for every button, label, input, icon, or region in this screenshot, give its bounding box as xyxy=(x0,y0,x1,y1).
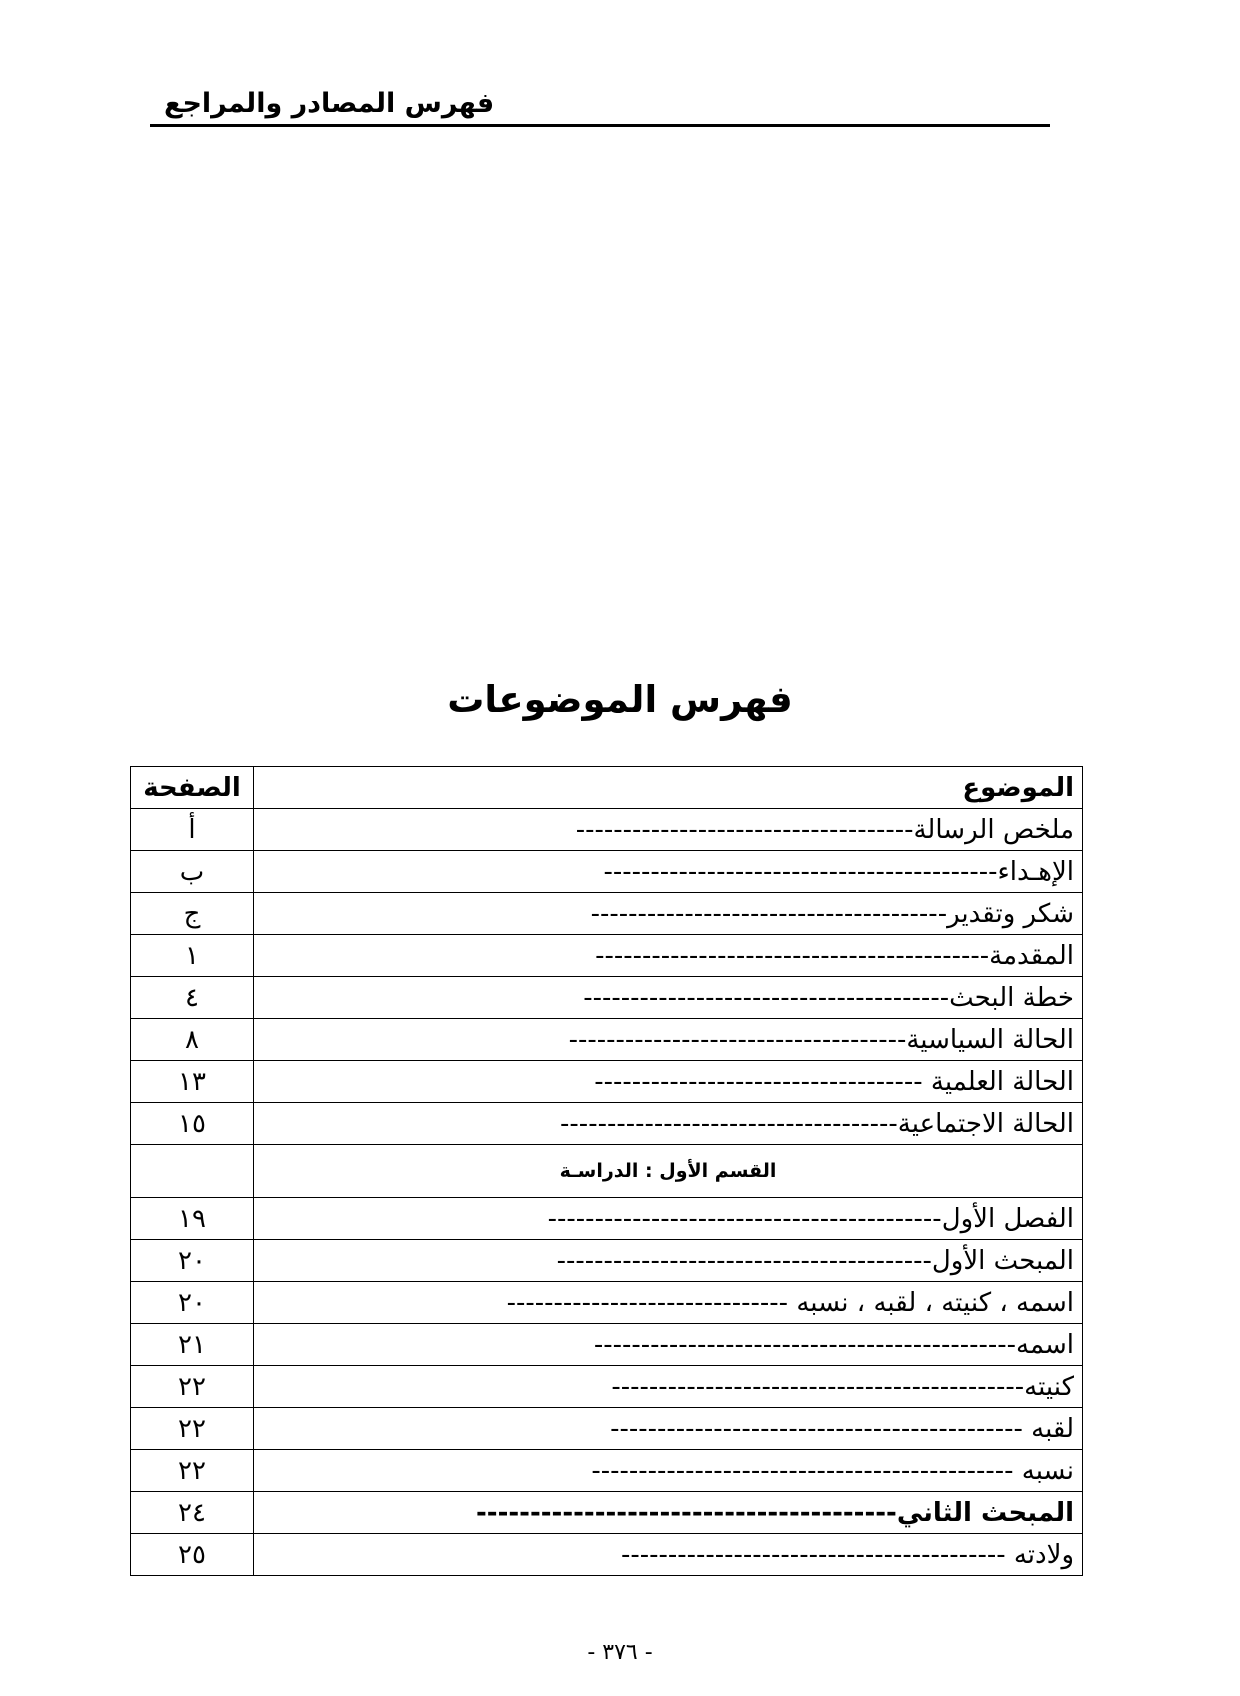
toc-entry-topic: خطة البحث--------------------------------------- xyxy=(254,977,1083,1019)
toc-entry-topic: الحالة السياسية------------------------------------ xyxy=(254,1019,1083,1061)
toc-row xyxy=(131,851,1083,893)
toc-row xyxy=(131,1408,1083,1450)
toc-title: فهرس الموضوعات xyxy=(447,678,793,721)
toc-entry-topic: شكر وتقدير-------------------------------------- xyxy=(254,893,1083,935)
toc-entry-topic: ملخص الرسالة------------------------------------ xyxy=(254,809,1083,851)
toc-entry-page: ب xyxy=(131,851,254,893)
section-heading-row xyxy=(131,1145,1083,1198)
toc-entry-topic: اسمه ، كنيته ، لقبه ، نسبه ------------------------------ xyxy=(254,1282,1083,1324)
toc-entry-page: ٢٢ xyxy=(131,1366,254,1408)
toc-entry-page: ١ xyxy=(131,935,254,977)
toc-row xyxy=(131,935,1083,977)
page-number: - ٣٧٦ - xyxy=(587,1640,653,1665)
toc-row xyxy=(131,1450,1083,1492)
toc-row xyxy=(131,1366,1083,1408)
toc-entry-page: ١٥ xyxy=(131,1103,254,1145)
section-heading: القسم الأول : الدراسـة xyxy=(254,1145,1083,1198)
toc-entry-topic: الإهـداء------------------------------------------ xyxy=(254,851,1083,893)
column-header-topic: الموضوع xyxy=(254,767,1083,809)
running-header-title: فهرس المصادر والمراجع xyxy=(164,88,495,119)
toc-entry-topic: المبحث الثاني--------------------------------------- xyxy=(254,1492,1083,1534)
column-header-page: الصفحة xyxy=(131,767,254,809)
toc-row xyxy=(131,1061,1083,1103)
toc-entry-page: ٢٢ xyxy=(131,1450,254,1492)
toc-row xyxy=(131,977,1083,1019)
toc-entry-topic: الفصل الأول------------------------------------------ xyxy=(254,1198,1083,1240)
page-header xyxy=(150,86,1050,128)
toc-row xyxy=(131,1282,1083,1324)
toc-row xyxy=(131,1492,1083,1534)
toc-row xyxy=(131,893,1083,935)
toc-entry-page: ج xyxy=(131,893,254,935)
toc-entry-topic: كنيته-------------------------------------------- xyxy=(254,1366,1083,1408)
toc-row xyxy=(131,1240,1083,1282)
toc-entry-topic: ولادته ----------------------------------------- xyxy=(254,1534,1083,1576)
toc-entry-topic: لقبه -------------------------------------------- xyxy=(254,1408,1083,1450)
toc-entry-page: ٢٤ xyxy=(131,1492,254,1534)
toc-entry-topic: الحالة الاجتماعية------------------------------------ xyxy=(254,1103,1083,1145)
toc-row xyxy=(131,1324,1083,1366)
toc-entry-page: ٢٠ xyxy=(131,1240,254,1282)
toc-row xyxy=(131,1534,1083,1576)
toc-entry-topic: الحالة العلمية ----------------------------------- xyxy=(254,1061,1083,1103)
toc-entry-topic: المبحث الأول---------------------------------------- xyxy=(254,1240,1083,1282)
toc-row xyxy=(131,1198,1083,1240)
toc-entry-page: ٢٥ xyxy=(131,1534,254,1576)
header-rule xyxy=(150,124,1050,127)
toc-entry-topic: اسمه--------------------------------------------- xyxy=(254,1324,1083,1366)
toc-entry-topic: المقدمة------------------------------------------ xyxy=(254,935,1083,977)
toc-entry-page: ٢٠ xyxy=(131,1282,254,1324)
toc-row xyxy=(131,809,1083,851)
toc-entry-page: أ xyxy=(131,809,254,851)
toc-entry-page: ٨ xyxy=(131,1019,254,1061)
toc-entry-page: ١٣ xyxy=(131,1061,254,1103)
toc-header-row xyxy=(131,767,1083,809)
toc-entry-topic: نسبه --------------------------------------------- xyxy=(254,1450,1083,1492)
toc-row xyxy=(131,1103,1083,1145)
toc-entry-page: ١٩ xyxy=(131,1198,254,1240)
toc-entry-page: ٤ xyxy=(131,977,254,1019)
toc-entry-page: ٢١ xyxy=(131,1324,254,1366)
toc-table xyxy=(130,766,1083,1576)
section-heading-page xyxy=(131,1145,254,1198)
toc-entry-page: ٢٢ xyxy=(131,1408,254,1450)
toc-row xyxy=(131,1019,1083,1061)
